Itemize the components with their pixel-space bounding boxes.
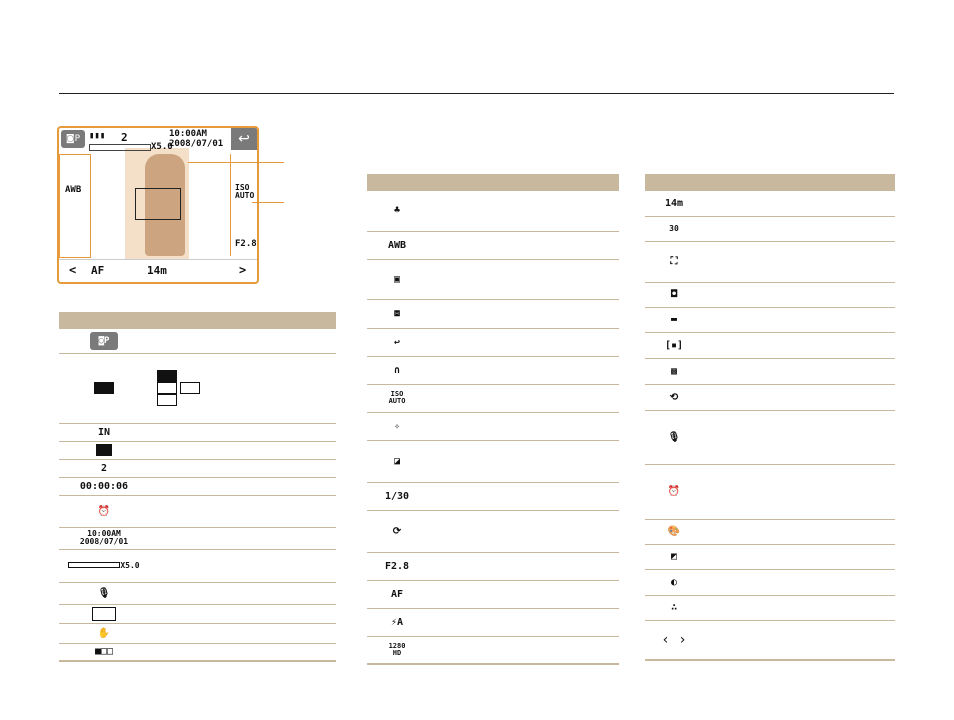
af-icon: AF [91,264,105,277]
camera-program-icon: ◙P [90,332,118,350]
camera-screen [57,126,259,284]
zoom-bar [89,144,151,151]
awb-icon: AWB [65,185,82,195]
timer2-icon: ⟳ [367,510,427,552]
palette-icon: 🎨 [645,519,703,544]
scene-icon: ♣ [367,191,427,231]
date-text: 2008/07/01 [169,139,224,149]
table2-header-icon [367,174,427,191]
size-icon: 14m [147,264,167,277]
face-detect-off-icon: ⛶ [645,241,703,282]
zoom-text: X5.0 [151,142,173,152]
icon-table-1 [59,312,336,662]
face-off-icon: ▣ [367,259,427,299]
bottom-bar [59,259,257,282]
alarm-off-icon: ⏰ [645,464,703,519]
memory-in-icon: IN [59,423,149,441]
camera-program-icon: ◙P [61,130,85,148]
shots-count: 2 [121,131,128,144]
table3-header-icon [645,174,703,191]
af-frame [135,188,181,220]
shake-icon: ✋ [59,623,149,643]
flash-auto-icon: ⚡A [367,608,427,636]
battery-icon: ▮▮▮ [89,131,106,141]
quality-icon: ▩ [645,358,703,384]
multi-icon: ▬ [645,307,703,332]
table3-header-desc [703,174,895,191]
callout-line-2 [252,202,284,203]
timer-text: 00:00:06 [59,477,149,495]
back-icon[interactable]: ↩ [231,128,257,150]
ev-icon: ◪ [367,440,427,482]
table2-header-desc [427,174,619,191]
icon-table-2 [367,174,619,665]
saturation-icon: ∴ [645,595,703,620]
squares-icon: ■□□ [59,643,149,661]
center-icon: [▪] [645,332,703,358]
callout-line-1 [188,162,284,163]
datetime-text: 10:00AM 2008/07/01 [59,527,149,549]
fps-text: 30 [645,216,703,241]
ois-icon: ⧈ [367,299,427,328]
right-arrow-icon[interactable]: > [239,263,247,277]
left-arrow-icon[interactable]: < [69,263,77,277]
alarm-icon: ⏰ [59,495,149,527]
aperture-icon: F2.8 [235,239,257,249]
table-row [59,329,149,353]
zoom-bar [68,562,120,568]
iso-icon: ISO AUTO [235,183,255,200]
af-frame-icon [92,607,116,621]
zoom-text: X5.0 [120,561,140,570]
table1-header-desc [149,312,336,329]
table-row [59,353,149,423]
voice-off-icon: 🎙 [645,410,703,464]
resolution-text: 1280 HD [367,636,427,664]
table-row [59,604,149,623]
left-icon-column [59,154,91,258]
time-text: 10:00AM [169,129,207,139]
back-arrow-icon: ↩ [367,328,427,356]
arrows-icon: ‹ › [645,620,703,660]
spot-icon: ◘ [645,282,703,307]
table-row [59,441,149,459]
sharpness-icon: ◩ [645,544,703,569]
size-text: 14m [645,191,703,216]
table-row [59,549,149,582]
shots-icon: 2 [59,459,149,477]
right-divider [230,154,231,256]
contrast-icon: ◐ [645,569,703,595]
shutter-text: 1/30 [367,482,427,510]
memory-card-icon [96,444,112,456]
aperture-text: F2.8 [367,552,427,580]
table1-header-icon [59,312,149,329]
hand-icon: ∩ [367,356,427,384]
scene2-icon: ✧ [367,412,427,440]
timer-off-icon: ⟲ [645,384,703,410]
awb-text: AWB [367,231,427,259]
iso-text: ISO AUTO [367,384,427,412]
mic-icon: 🎙 [59,582,149,604]
header-rule [59,93,894,94]
icon-table-3 [645,174,895,661]
battery-levels [157,370,336,406]
battery-icon [94,382,114,394]
af-text: AF [367,580,427,608]
